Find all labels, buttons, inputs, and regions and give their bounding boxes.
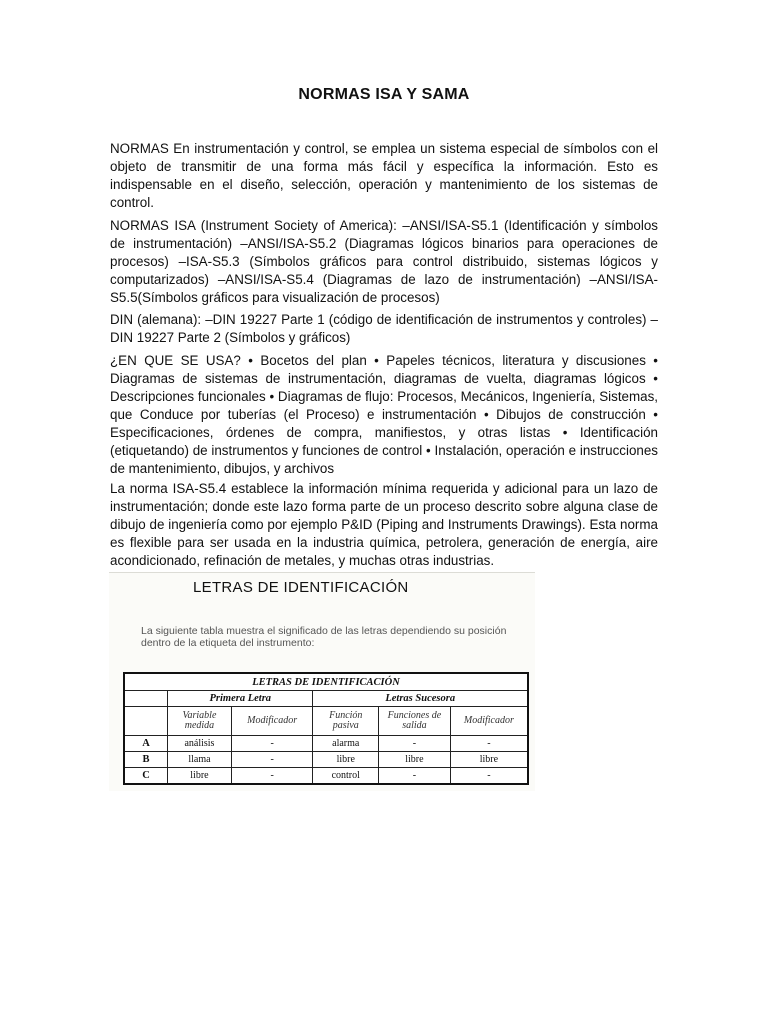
- table-cell: libre: [313, 752, 379, 768]
- figure-title: LETRAS DE IDENTIFICACIÓN: [193, 579, 409, 596]
- table-cell-letter: A: [124, 736, 168, 752]
- table-group-row: [124, 691, 528, 707]
- table-corner-cell: [124, 691, 168, 707]
- table-cell: libre: [168, 768, 232, 785]
- table-cell-letter: C: [124, 768, 168, 785]
- table-cell: -: [450, 736, 528, 752]
- table-cell: libre: [450, 752, 528, 768]
- subheader-funciones-de-salida: Funciones de salida: [379, 707, 451, 736]
- table-corner-cell: [124, 707, 168, 736]
- identification-letters-table: [123, 672, 529, 785]
- paragraph-en-que-se-usa: ¿EN QUE SE USA? • Bocetos del plan • Papeles técnicos, literatura y discusiones • Diagramas de sistemas de instrumentación, diagramas de vuelta, diagramas lógicos • Descripciones funcionales • Diagramas de flujo: Procesos, Mecánicos, Ingeniería, Sistemas, que Conduce por tuberías (el Proceso) e instrumentación • Dibujos de construcción • Especificaciones, órdenes de compra, manifiestos, y otras listas • Identificación (etiquetando) de instrumentos y funciones de control • Instalación, operación e instrucciones de mantenimiento, dibujos, y archivos: [110, 353, 658, 476]
- table-cell: -: [379, 768, 451, 785]
- table-cell-letter: B: [124, 752, 168, 768]
- subheader-funcion-pasiva: Función pasiva: [313, 707, 379, 736]
- table-row: [124, 752, 528, 768]
- table-cell: alarma: [313, 736, 379, 752]
- table-cell: -: [450, 768, 528, 785]
- document-title: NORMAS ISA Y SAMA: [298, 86, 470, 103]
- identification-letters-figure: [109, 572, 535, 791]
- group-header-succeeding-letters: Letras Sucesora: [313, 691, 528, 707]
- table-cell: libre: [379, 752, 451, 768]
- table-cell: -: [231, 768, 313, 785]
- paragraph-normas-intro: NORMAS En instrumentación y control, se emplea un sistema especial de símbolos con el objeto de transmitir de una forma más fácil y específica la información. Esto es indispensable en el diseño, selección, operación y mantenimiento de los sistemas de control.: [110, 141, 658, 210]
- table-caption-row: [124, 673, 528, 691]
- table-cell: análisis: [168, 736, 232, 752]
- subheader-modificador-sucesora: Modificador: [450, 707, 528, 736]
- figure-description: La siguiente tabla muestra el significado de las letras dependiendo su posición dentro de la etiqueta del instrumento:: [141, 625, 507, 649]
- table-row: [124, 736, 528, 752]
- subheader-modificador: Modificador: [231, 707, 313, 736]
- table-cell: -: [231, 736, 313, 752]
- paragraph-din: DIN (alemana): –DIN 19227 Parte 1 (código de identificación de instrumentos y controles) –DIN 19227 Parte 2 (Símbolos y gráficos): [110, 312, 658, 345]
- table-cell: -: [231, 752, 313, 768]
- table-subheader-row: [124, 707, 528, 736]
- subheader-variable-medida: Variable medida: [168, 707, 232, 736]
- paragraph-normas-isa: NORMAS ISA (Instrument Society of America): –ANSI/ISA-S5.1 (Identificación y símbolos de instrumentación) –ANSI/ISA-S5.2 (Diagramas lógicos binarios para operaciones de procesos) –ISA-S5.3 (Símbolos gráficos para control distribuido, sistemas lógicos y computarizados) –ANSI/ISA-S5.4 (Diagramas de lazo de instrumentación) –ANSI/ISA-S5.5(Símbolos gráficos para visualización de procesos): [110, 218, 658, 305]
- paragraph-isa-s5-4: La norma ISA-S5.4 establece la información mínima requerida y adicional para un lazo de instrumentación; donde este lazo forma parte de un proceso descrito sobre alguna clase de dibujo de ingeniería como por ejemplo P&ID (Piping and Instruments Drawings). Esta norma es flexible para ser usada en la industria química, petrolera, generación de energía, aire acondicionado, refinación de metales, y muchas otras industrias.: [110, 481, 658, 568]
- table-cell: control: [313, 768, 379, 785]
- table-cell: llama: [168, 752, 232, 768]
- table-caption: LETRAS DE IDENTIFICACIÓN: [124, 673, 528, 691]
- table-row: [124, 768, 528, 785]
- group-header-first-letter: Primera Letra: [168, 691, 313, 707]
- table-cell: -: [379, 736, 451, 752]
